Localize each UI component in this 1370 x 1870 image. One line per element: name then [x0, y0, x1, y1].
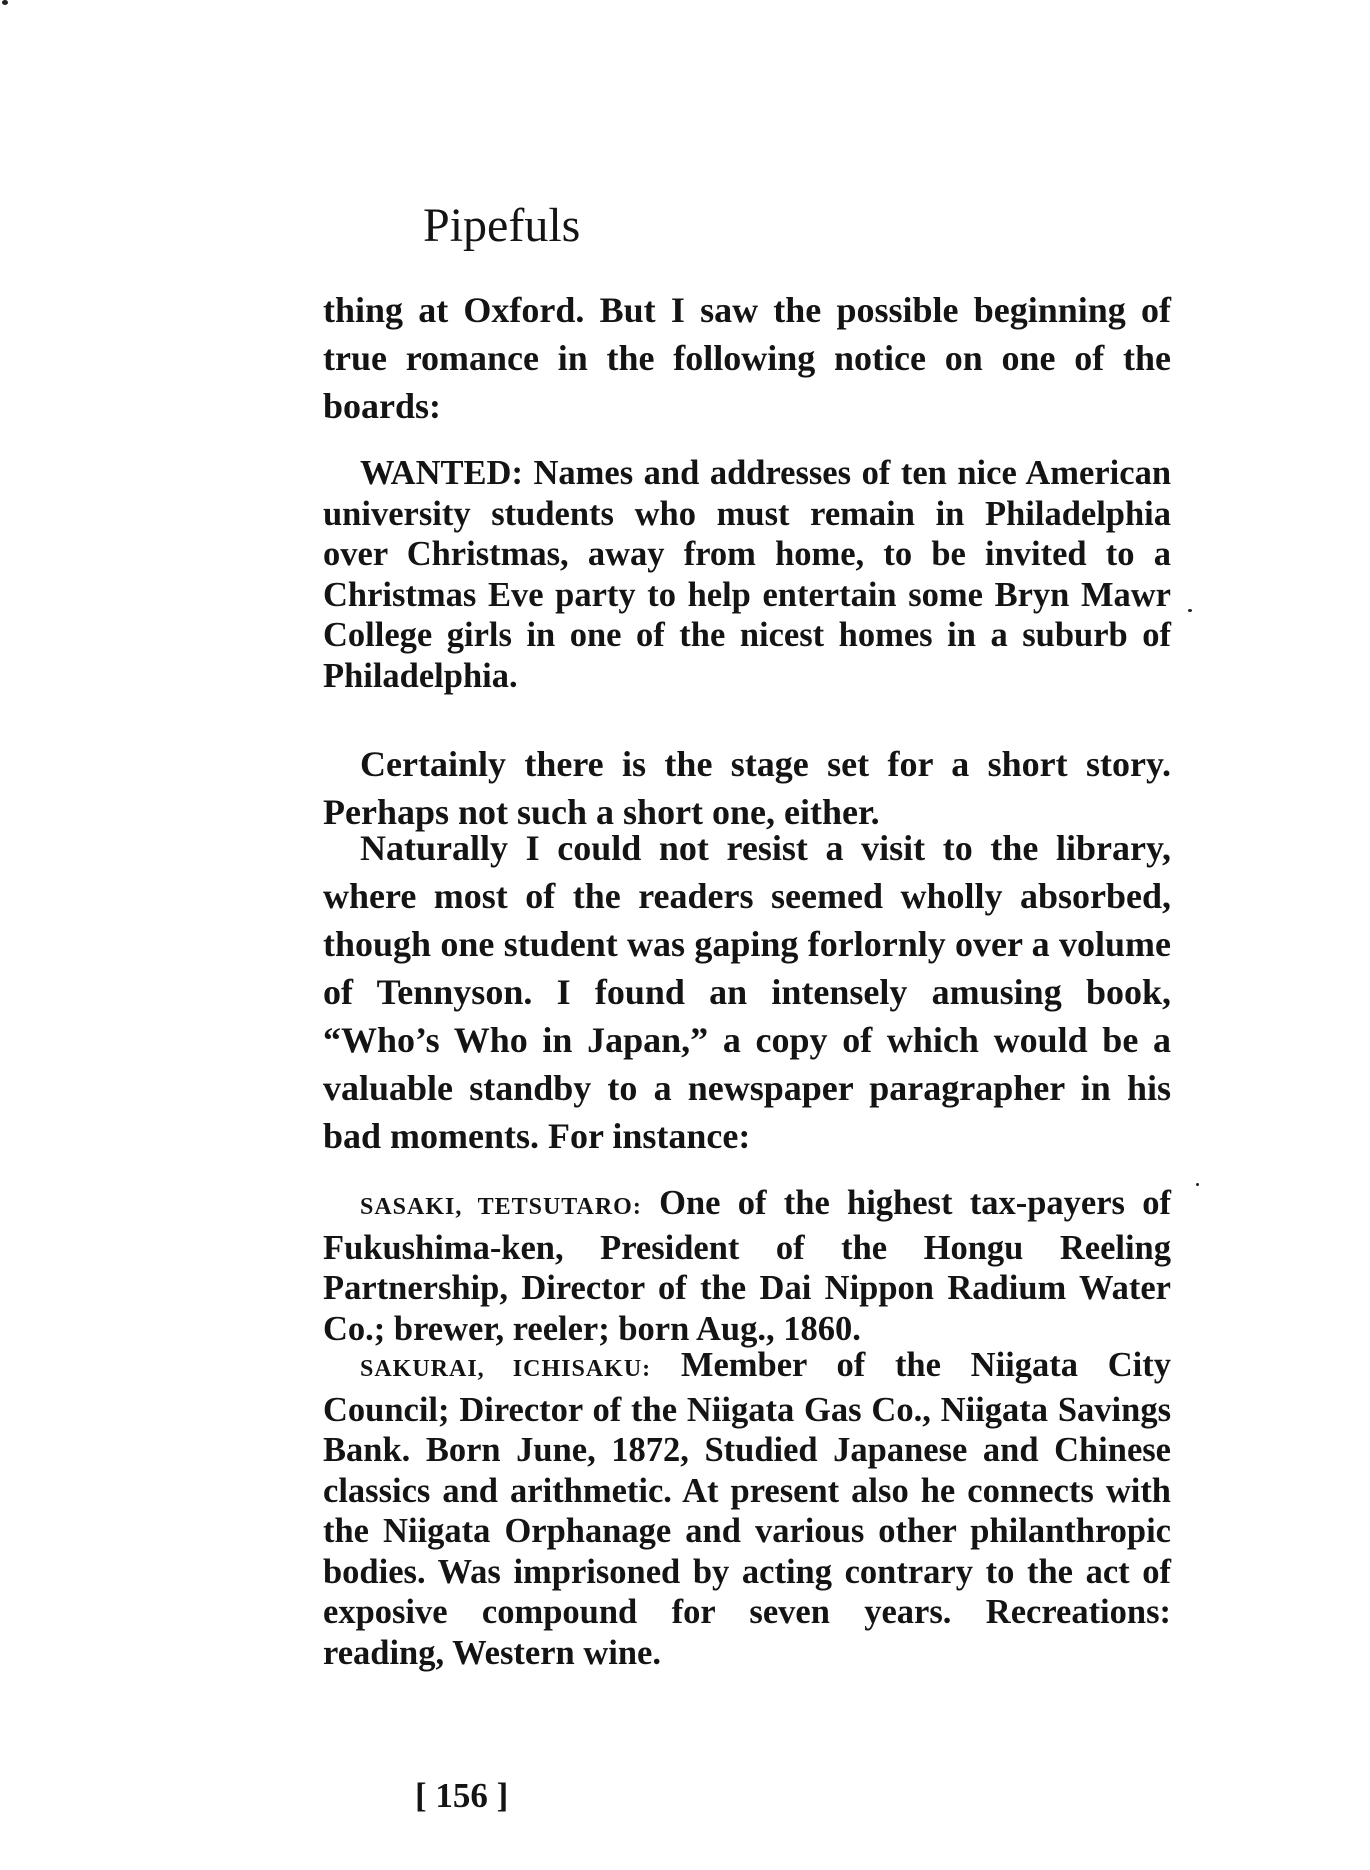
entry-text: One of the highest tax-payers of Fukushima-ken, President of the Hongu Reeling Partnership, Director of the Dai Nippon Radium Water Co.; brewer, reeler; born Aug., 1860.: [323, 1184, 1171, 1348]
paragraph-stage-set: Certainly there is the stage set for a short story. Perhaps not such a short one, either.: [323, 744, 1171, 832]
scan-speck: [1188, 609, 1192, 612]
wanted-notice: [323, 453, 1171, 696]
entry-sasaki: [323, 1183, 1171, 1349]
entry-name: SAKURAI, ICHISAKU:: [360, 1356, 652, 1382]
scan-speck: [1196, 1183, 1199, 1186]
paragraph-library: Naturally I could not resist a visit to the library, where most of the readers seemed wholly absorbed, though one student was gaping forlornly over a volume of Tennyson. I found an intensely amusing book, “Who’s Who in Japan,” a copy of which would be a valuable standby to a newspaper paragrapher in his bad moments. For instance:: [323, 828, 1171, 1156]
scan-speck: [2, 0, 8, 5]
page-number: [ 156 ]: [415, 1776, 509, 1815]
entry-text: Member of the Niigata City Council; Director of the Niigata Gas Co., Niigata Savings Bank. Born June, 1872, Studied Japanese and Chinese classics and arithmetic. At present also he connects with the Niigata Orphanage and various other philanthropic bodies. Was imprisoned by acting contrary to the act of exposive compound for seven years. Recreations: reading, Western wine.: [323, 1346, 1171, 1672]
running-head: Pipefuls: [423, 199, 581, 252]
paragraph-opening: thing at Oxford. But I saw the possible beginning of true romance in the following notice on one of the boards:: [323, 290, 1171, 426]
wanted-notice-text: Names and addresses of ten nice American university students who must remain in Philadelphia over Christmas, away from home, to be invited to a Christmas Eve party to help entertain some Bryn Mawr College girls in one of the nicest homes in a suburb of Philadelphia.: [323, 454, 1172, 695]
wanted-notice-label: WANTED:: [360, 454, 523, 492]
entry-sakurai: [323, 1345, 1171, 1673]
entry-name: SASAKI, TETSUTARO:: [360, 1194, 642, 1220]
